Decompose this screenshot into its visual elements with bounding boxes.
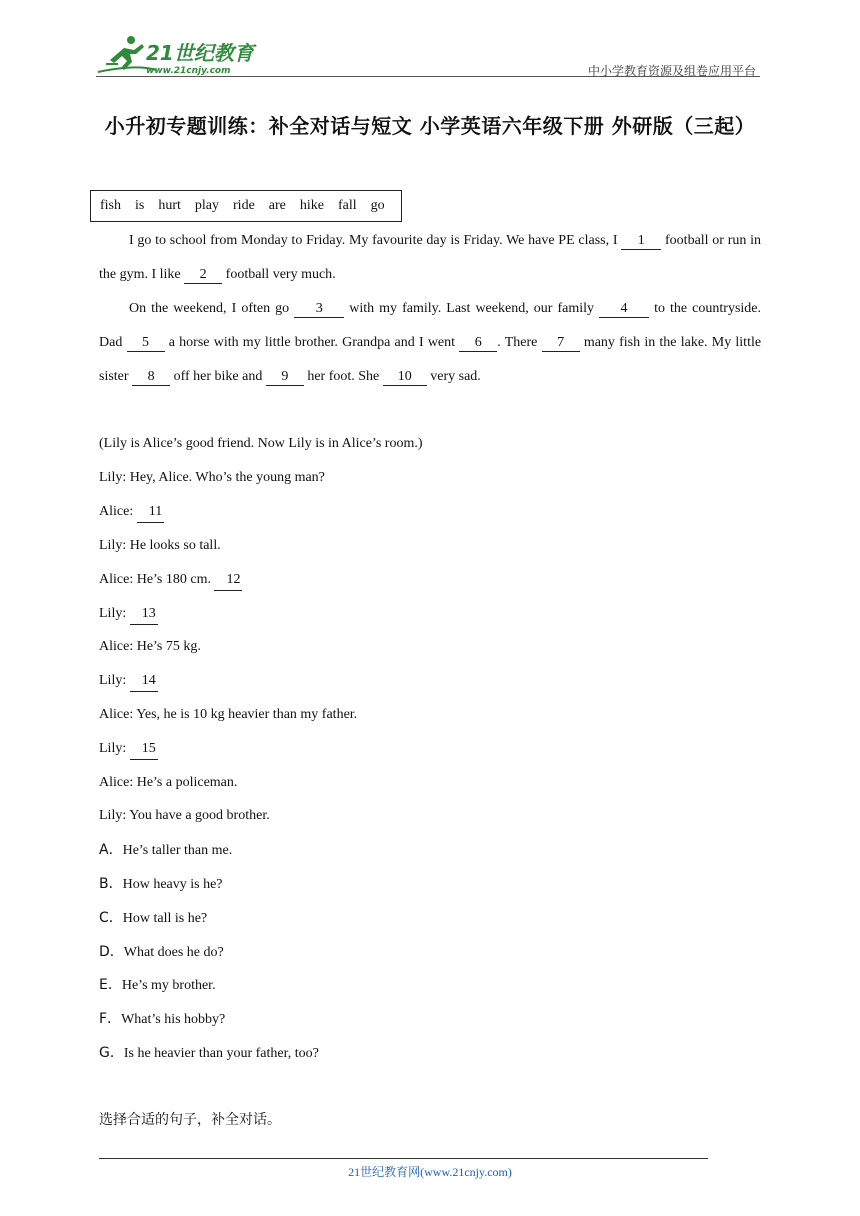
- dialogue-text: Lily:: [99, 741, 127, 756]
- passage-text: to the countryside. Dad: [99, 301, 761, 350]
- blank-13: 13: [130, 604, 158, 625]
- dialogue-text: Lily:: [99, 673, 127, 688]
- word-bank-item: ride: [233, 198, 255, 213]
- option-item: [99, 1009, 225, 1030]
- option-text: He’s my brother.: [121, 978, 216, 993]
- option-letter: B．: [99, 876, 123, 892]
- word-bank-item: are: [268, 198, 286, 213]
- option-text: What does he do?: [123, 945, 224, 960]
- blank-15: 15: [130, 739, 158, 760]
- word-bank-item: fish: [100, 198, 121, 213]
- option-text: What’s his hobby?: [121, 1012, 226, 1027]
- option-text: He’s taller than me.: [122, 843, 233, 858]
- dialogue-intro: (Lily is Alice’s good friend. Now Lily is in Alice’s room.): [99, 436, 423, 451]
- dialogue-text: Alice:: [99, 504, 134, 519]
- dialogue-text: Alice: He’s 180 cm.: [99, 572, 211, 587]
- blank-7: 7: [542, 335, 580, 352]
- page-header: [96, 30, 760, 78]
- dialogue-text: Lily:: [99, 606, 127, 621]
- option-letter: A．: [99, 842, 123, 858]
- passage-text: her foot. She: [307, 369, 380, 384]
- option-letter: C．: [99, 910, 123, 926]
- blank-9: 9: [266, 369, 304, 386]
- word-bank-item: play: [194, 198, 220, 213]
- dialogue-line: [99, 536, 221, 556]
- passage-text: many fish in the lake. My little sister: [99, 335, 762, 384]
- passage-paragraph-2: [99, 292, 761, 394]
- dialogue-text: Alice: Yes, he is 10 kg heavier than my father.: [99, 707, 358, 722]
- option-item: [99, 840, 232, 861]
- blank-8: 8: [132, 369, 170, 386]
- passage-text: football very much.: [225, 267, 336, 282]
- dialogue-line: [99, 739, 158, 760]
- word-bank-item: hike: [299, 198, 324, 213]
- dialogue-line: [99, 502, 164, 523]
- option-item: [99, 942, 224, 963]
- footer-link[interactable]: 21世纪教育网(www.21cnjy.com): [348, 1165, 512, 1179]
- word-bank-item: is: [135, 198, 145, 213]
- option-item: [99, 874, 223, 895]
- option-letter: D．: [99, 944, 124, 960]
- blank-1: 1: [621, 233, 661, 250]
- dialogue-line: [99, 468, 325, 488]
- dialogue-text: Alice: He’s a policeman.: [99, 775, 238, 790]
- option-text: How tall is he?: [122, 911, 208, 926]
- option-item: [99, 908, 207, 929]
- blank-5: 5: [127, 335, 165, 352]
- option-item: [99, 1043, 319, 1064]
- dialogue-text: Lily: You have a good brother.: [99, 808, 270, 823]
- option-text: How heavy is he?: [122, 877, 223, 892]
- logo-21cnjy: [96, 34, 266, 76]
- dialogue-line: [99, 806, 270, 826]
- dialogue-text: Lily: Hey, Alice. Who’s the young man?: [99, 470, 325, 485]
- blank-4: 4: [599, 301, 649, 318]
- dialogue-line: [99, 637, 201, 657]
- option-letter: G．: [99, 1045, 124, 1061]
- word-bank-item: hurt: [158, 198, 181, 213]
- blank-10: 10: [383, 369, 427, 386]
- dialogue-line: [99, 773, 237, 793]
- blank-12: 12: [214, 570, 242, 591]
- passage-text: off her bike and: [173, 369, 263, 384]
- blank-6: 6: [459, 335, 497, 352]
- footer-divider: [99, 1158, 708, 1159]
- dialogue-line: [99, 604, 158, 625]
- blank-2: 2: [184, 267, 222, 284]
- dialogue-text: Lily: He looks so tall.: [99, 538, 221, 553]
- passage-text: . There: [497, 335, 538, 350]
- blank-3: 3: [294, 301, 344, 318]
- blank-14: 14: [130, 671, 158, 692]
- option-letter: E．: [99, 977, 122, 993]
- passage-text: I go to school from Monday to Friday. My favourite day is Friday. We have PE class, I: [129, 233, 618, 248]
- passage-text: On the weekend, I often go: [129, 301, 290, 316]
- instruction-text: 选择合适的句子，补全对话。: [99, 1112, 281, 1128]
- passage-text: with my family. Last weekend, our family: [349, 301, 594, 316]
- passage-text: football or run in the gym. I like: [99, 233, 762, 282]
- svg-text:21世纪教育: 21世纪教育: [146, 41, 254, 65]
- page-title: 小升初专题训练：补全对话与短文 小学英语六年级下册 外研版（三起）: [104, 114, 756, 138]
- blank-11: 11: [137, 502, 164, 523]
- passage-text: a horse with my little brother. Grandpa and I went: [168, 335, 456, 350]
- svg-text:www.21cnjy.com: www.21cnjy.com: [146, 66, 231, 76]
- header-divider: [96, 76, 760, 77]
- passage-text: very sad.: [430, 369, 481, 384]
- option-text: Is he heavier than your father, too?: [123, 1046, 319, 1061]
- word-bank-item: go: [370, 198, 385, 213]
- option-item: [99, 975, 216, 996]
- word-bank-item: fall: [337, 198, 357, 213]
- dialogue-line: [99, 570, 242, 591]
- dialogue-line: [99, 705, 357, 725]
- dialogue-line: [99, 671, 158, 692]
- header-platform-text: 中小学教育资源及组卷应用平台: [587, 64, 756, 78]
- option-letter: F．: [99, 1011, 122, 1027]
- word-bank-box: [90, 190, 402, 222]
- passage-paragraph-1: [99, 224, 761, 292]
- dialogue-text: Alice: He’s 75 kg.: [99, 639, 201, 654]
